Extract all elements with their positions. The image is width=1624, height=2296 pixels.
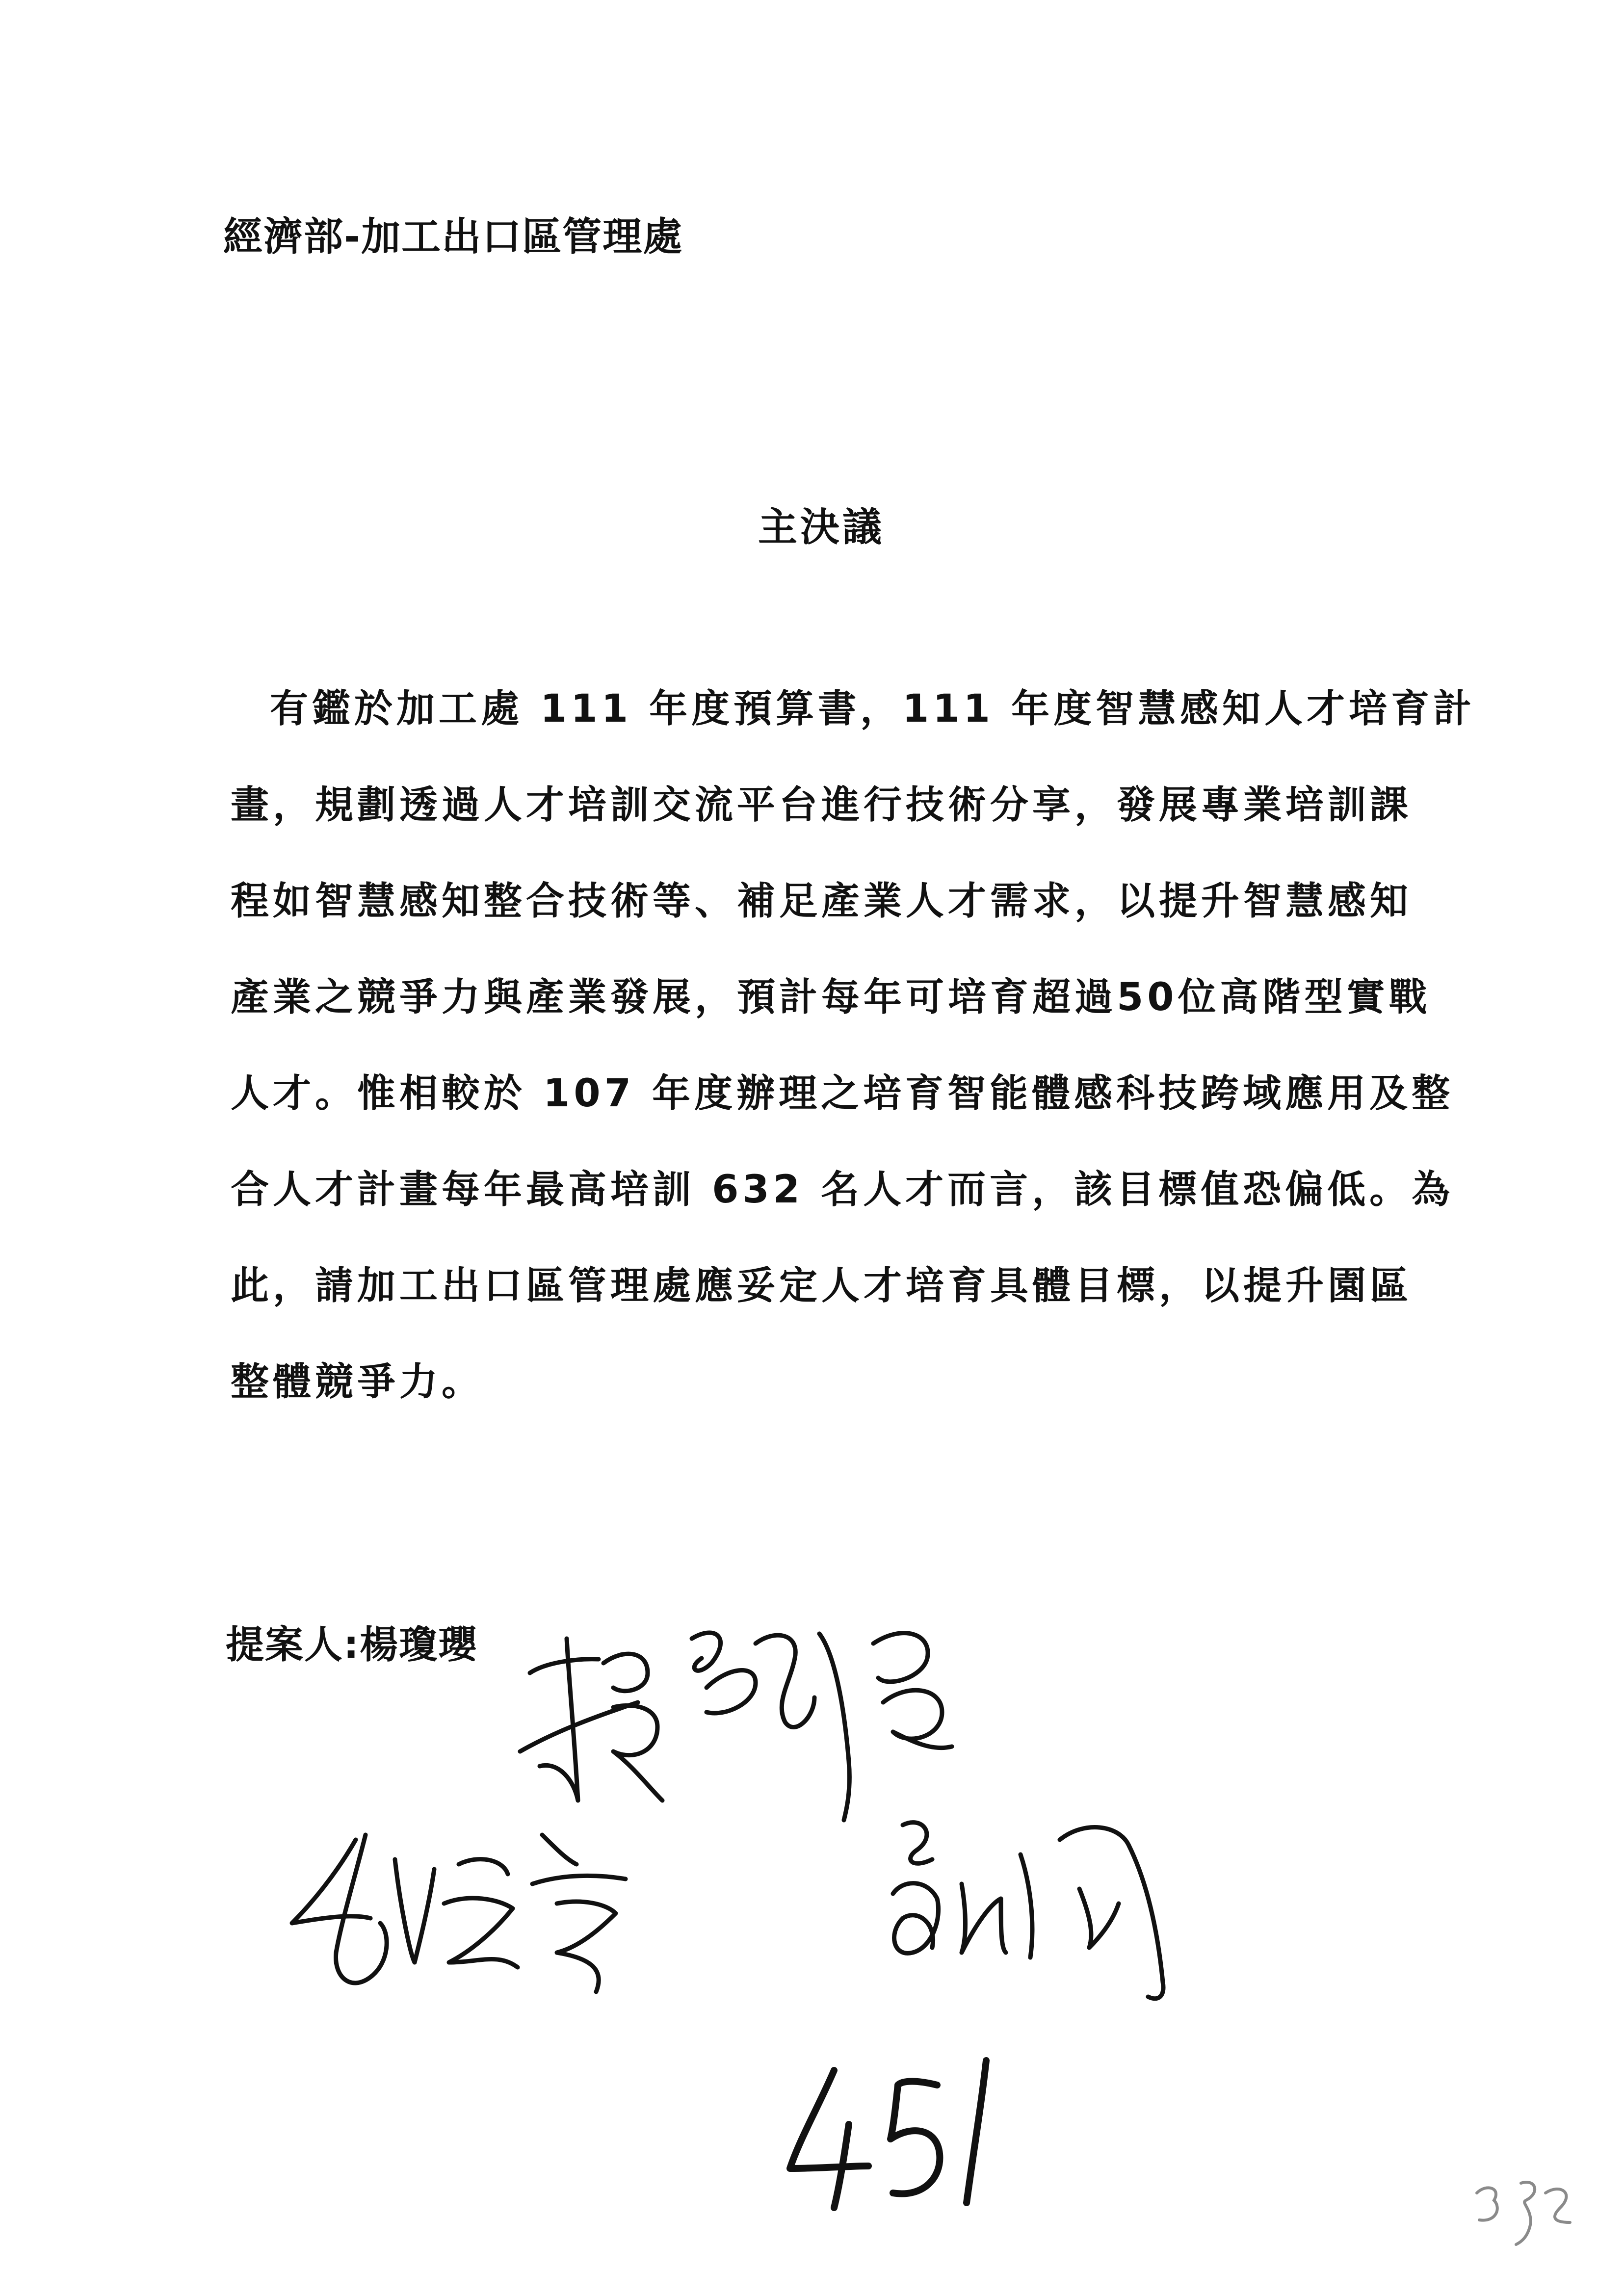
proposer-label: 提案人:楊瓊瓔 [226,1623,478,1667]
body-line: 程如智慧感知整合技術等、補足產業人才需求，以提升智慧感知 [231,879,1413,923]
corner-page-mark [1467,2154,1580,2252]
agency-name: 經濟部-加工出口區管理處 [223,214,683,260]
body-line: 產業之競爭力與產業發展，預計每年可培育超過50位高階型實戰 [231,975,1431,1019]
body-line: 合人才計畫每年最高培訓 632 名人才而言，該目標值恐偏低。為 [231,1168,1454,1212]
resolution-body [231,679,1476,1449]
body-line: 人才。惟相較於 107 年度辦理之培育智能體感科技跨域應用及整 [231,1071,1454,1116]
handwritten-signature-3 [883,1805,1197,2011]
handwritten-signature-2 [282,1805,655,2011]
body-line: 畫，規劃透過人才培訓交流平台進行技術分享，發展專業培訓課 [231,783,1413,827]
handwritten-page-number [775,2051,1001,2213]
body-line: 此，請加工出口區管理處應妥定人才培育具體目標，以提升園區 [231,1264,1413,1308]
body-line: 整體競爭力。 [231,1360,484,1404]
body-line: 有鑑於加工處 111 年度預算書，111 年度智慧感知人才培育計 [270,687,1476,731]
handwritten-signature-1 [500,1604,981,1840]
document-title: 主決議 [758,504,885,550]
